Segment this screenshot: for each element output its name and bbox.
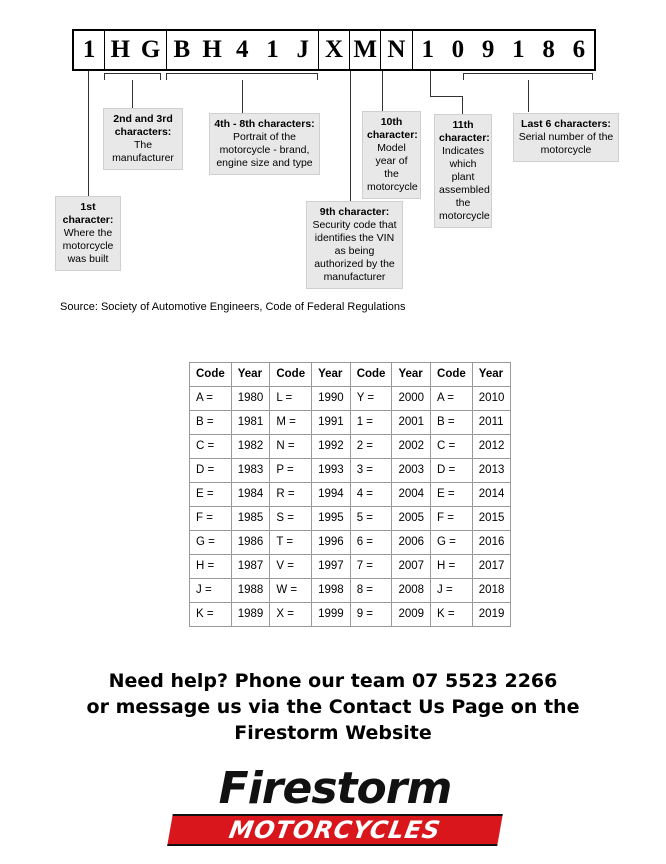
table-cell: 1980: [231, 387, 270, 411]
table-cell: 4 =: [350, 483, 392, 507]
vin-character: 8: [542, 36, 555, 63]
table-row: [190, 579, 511, 603]
callout-text: Model year of the motorcycle: [367, 142, 418, 193]
logo-subtitle: MOTORCYCLES: [167, 814, 503, 846]
table-header-cell: Code: [431, 363, 473, 387]
table-cell: 1995: [312, 507, 351, 531]
help-line-2: or message us via the Contact Us Page on the: [86, 696, 580, 718]
table-cell: 2018: [472, 579, 511, 603]
table-cell: D =: [190, 459, 232, 483]
table-cell: 1996: [312, 531, 351, 555]
table-cell: 2012: [472, 435, 511, 459]
leader-line-ninth-character: [350, 71, 351, 201]
table-cell: 1 =: [350, 411, 392, 435]
table-cell: 2005: [392, 507, 431, 531]
vin-character: X: [324, 36, 344, 63]
table-cell: J =: [431, 579, 473, 603]
table-cell: 2000: [392, 387, 431, 411]
callout-first-character: [55, 196, 121, 271]
table-cell: E =: [431, 483, 473, 507]
vin-character: 1: [512, 36, 525, 63]
help-text: [0, 668, 666, 746]
table-cell: G =: [431, 531, 473, 555]
table-cell: 2017: [472, 555, 511, 579]
table-cell: 2004: [392, 483, 431, 507]
table-cell: 2019: [472, 603, 511, 627]
table-cell: V =: [270, 555, 312, 579]
callout-text: Security code that identifies the VIN as being authorized by the manufacturer: [312, 219, 397, 283]
table-cell: 7 =: [350, 555, 392, 579]
table-cell: 1989: [231, 603, 270, 627]
logo-wordmark: Firestorm: [218, 763, 452, 814]
leader-line-tenth-character: [382, 71, 383, 111]
table-cell: C =: [431, 435, 473, 459]
table-cell: X =: [270, 603, 312, 627]
table-cell: J =: [190, 579, 232, 603]
table-header-cell: Year: [392, 363, 431, 387]
bracket-fourth-eighth-characters: [166, 73, 318, 80]
vin-character: 4: [236, 36, 249, 63]
table-cell: 1992: [312, 435, 351, 459]
table-cell: 1988: [231, 579, 270, 603]
callout-text: Indicates which plant assembled the motorcycle: [439, 145, 490, 222]
callout-title: 10th character:: [367, 116, 418, 141]
callout-last-six-characters: [513, 113, 619, 162]
table-cell: F =: [190, 507, 232, 531]
table-cell: 3 =: [350, 459, 392, 483]
table-cell: 1987: [231, 555, 270, 579]
callout-second-third-characters: [103, 108, 183, 170]
vin-character: 1: [266, 36, 279, 63]
vin-character: J: [296, 36, 309, 63]
table-header-cell: Year: [312, 363, 351, 387]
table-cell: 2006: [392, 531, 431, 555]
leader-line-fourth-eighth-characters: [242, 80, 243, 113]
table-cell: 2015: [472, 507, 511, 531]
table-cell: 1999: [312, 603, 351, 627]
table-cell: 2013: [472, 459, 511, 483]
leader-line-eleventh-character-horizontal: [430, 96, 462, 97]
table-cell: 2003: [392, 459, 431, 483]
table-cell: 2016: [472, 531, 511, 555]
table-header-cell: Year: [231, 363, 270, 387]
callout-title: 9th character:: [319, 206, 390, 218]
table-cell: 2014: [472, 483, 511, 507]
table-cell: 2002: [392, 435, 431, 459]
callout-ninth-character: [306, 201, 403, 289]
table-cell: B =: [190, 411, 232, 435]
callout-text: Portrait of the motorcycle - brand, engine size and type: [216, 131, 313, 169]
vin-character: 1: [421, 36, 434, 63]
table-cell: 1986: [231, 531, 270, 555]
table-cell: 1983: [231, 459, 270, 483]
callout-text: The manufacturer: [112, 139, 174, 164]
vin-character: B: [173, 36, 191, 63]
vin-character: G: [140, 36, 161, 63]
table-header-cell: Year: [472, 363, 511, 387]
table-cell: 2 =: [350, 435, 392, 459]
table-cell: N =: [270, 435, 312, 459]
callout-title: 4th - 8th characters:: [214, 118, 315, 130]
table-cell: L =: [270, 387, 312, 411]
vin-character: 1: [82, 36, 96, 63]
vin-character: 9: [481, 36, 495, 63]
table-cell: 2010: [472, 387, 511, 411]
table-cell: 2009: [392, 603, 431, 627]
table-cell: F =: [431, 507, 473, 531]
table-row: [190, 411, 511, 435]
table-cell: B =: [431, 411, 473, 435]
table-cell: G =: [190, 531, 232, 555]
callout-eleventh-character: [434, 114, 492, 228]
table-row: [190, 435, 511, 459]
table-cell: K =: [190, 603, 232, 627]
callout-fourth-eighth-characters: [209, 113, 320, 175]
table-cell: 9 =: [350, 603, 392, 627]
table-cell: W =: [270, 579, 312, 603]
table-cell: T =: [270, 531, 312, 555]
table-row: [190, 531, 511, 555]
vin-character: M: [353, 36, 378, 63]
callout-title: 1st character:: [62, 201, 114, 226]
firestorm-logo: [170, 763, 500, 848]
vin-character: N: [387, 36, 406, 63]
table-cell: D =: [431, 459, 473, 483]
table-row: [190, 603, 511, 627]
table-cell: 1981: [231, 411, 270, 435]
callout-text: Serial number of the motorcycle: [518, 131, 614, 156]
leader-line-second-third-characters: [132, 80, 133, 108]
table-row: [190, 507, 511, 531]
vin-character: H: [110, 36, 131, 63]
leader-line-eleventh-character-drop: [462, 96, 463, 114]
leader-line-last-six-characters: [528, 80, 529, 112]
table-cell: E =: [190, 483, 232, 507]
table-cell: K =: [431, 603, 473, 627]
table-header-cell: Code: [270, 363, 312, 387]
table-cell: 2008: [392, 579, 431, 603]
table-cell: 1994: [312, 483, 351, 507]
table-cell: 1990: [312, 387, 351, 411]
callout-title: 2nd and 3rd characters:: [113, 113, 173, 138]
callout-tenth-character: [362, 111, 421, 199]
vin-character: 0: [451, 36, 465, 63]
table-cell: 2011: [472, 411, 511, 435]
table-cell: P =: [270, 459, 312, 483]
table-row: [190, 459, 511, 483]
table-cell: A =: [431, 387, 473, 411]
table-cell: 5 =: [350, 507, 392, 531]
table-row: [190, 387, 511, 411]
callout-title: Last 6 characters:: [521, 118, 611, 130]
callout-title: 11th character:: [439, 119, 490, 144]
table-cell: 2007: [392, 555, 431, 579]
table-cell: 1993: [312, 459, 351, 483]
table-cell: 6 =: [350, 531, 392, 555]
year-code-table: [189, 362, 511, 627]
help-line-3: Firestorm Website: [234, 722, 432, 744]
source-note: Source: Society of Automotive Engineers, Code of Federal Regulations: [60, 301, 406, 313]
table-cell: H =: [431, 555, 473, 579]
table-cell: 2001: [392, 411, 431, 435]
leader-line-eleventh-character: [430, 71, 431, 97]
table-cell: S =: [270, 507, 312, 531]
table-cell: 1984: [231, 483, 270, 507]
table-cell: 1991: [312, 411, 351, 435]
table-cell: 1982: [231, 435, 270, 459]
table-cell: R =: [270, 483, 312, 507]
callout-text: Where the motorcycle was built: [62, 227, 114, 265]
bracket-last-six-characters: [463, 73, 593, 80]
table-cell: 1997: [312, 555, 351, 579]
vin-character: 6: [572, 36, 586, 63]
table-cell: 8 =: [350, 579, 392, 603]
table-cell: M =: [270, 411, 312, 435]
help-line-1: Need help? Phone our team 07 5523 2266: [108, 670, 558, 692]
table-cell: A =: [190, 387, 232, 411]
table-header-row: [190, 363, 511, 387]
bracket-second-third-characters: [104, 73, 161, 80]
leader-line-first-character: [88, 71, 89, 196]
table-row: [190, 483, 511, 507]
table-header-cell: Code: [190, 363, 232, 387]
table-cell: C =: [190, 435, 232, 459]
table-cell: 1985: [231, 507, 270, 531]
table-cell: H =: [190, 555, 232, 579]
vin-number-box: [72, 29, 596, 71]
table-header-cell: Code: [350, 363, 392, 387]
table-cell: 1998: [312, 579, 351, 603]
table-cell: Y =: [350, 387, 392, 411]
table-row: [190, 555, 511, 579]
vin-character: H: [202, 36, 222, 63]
